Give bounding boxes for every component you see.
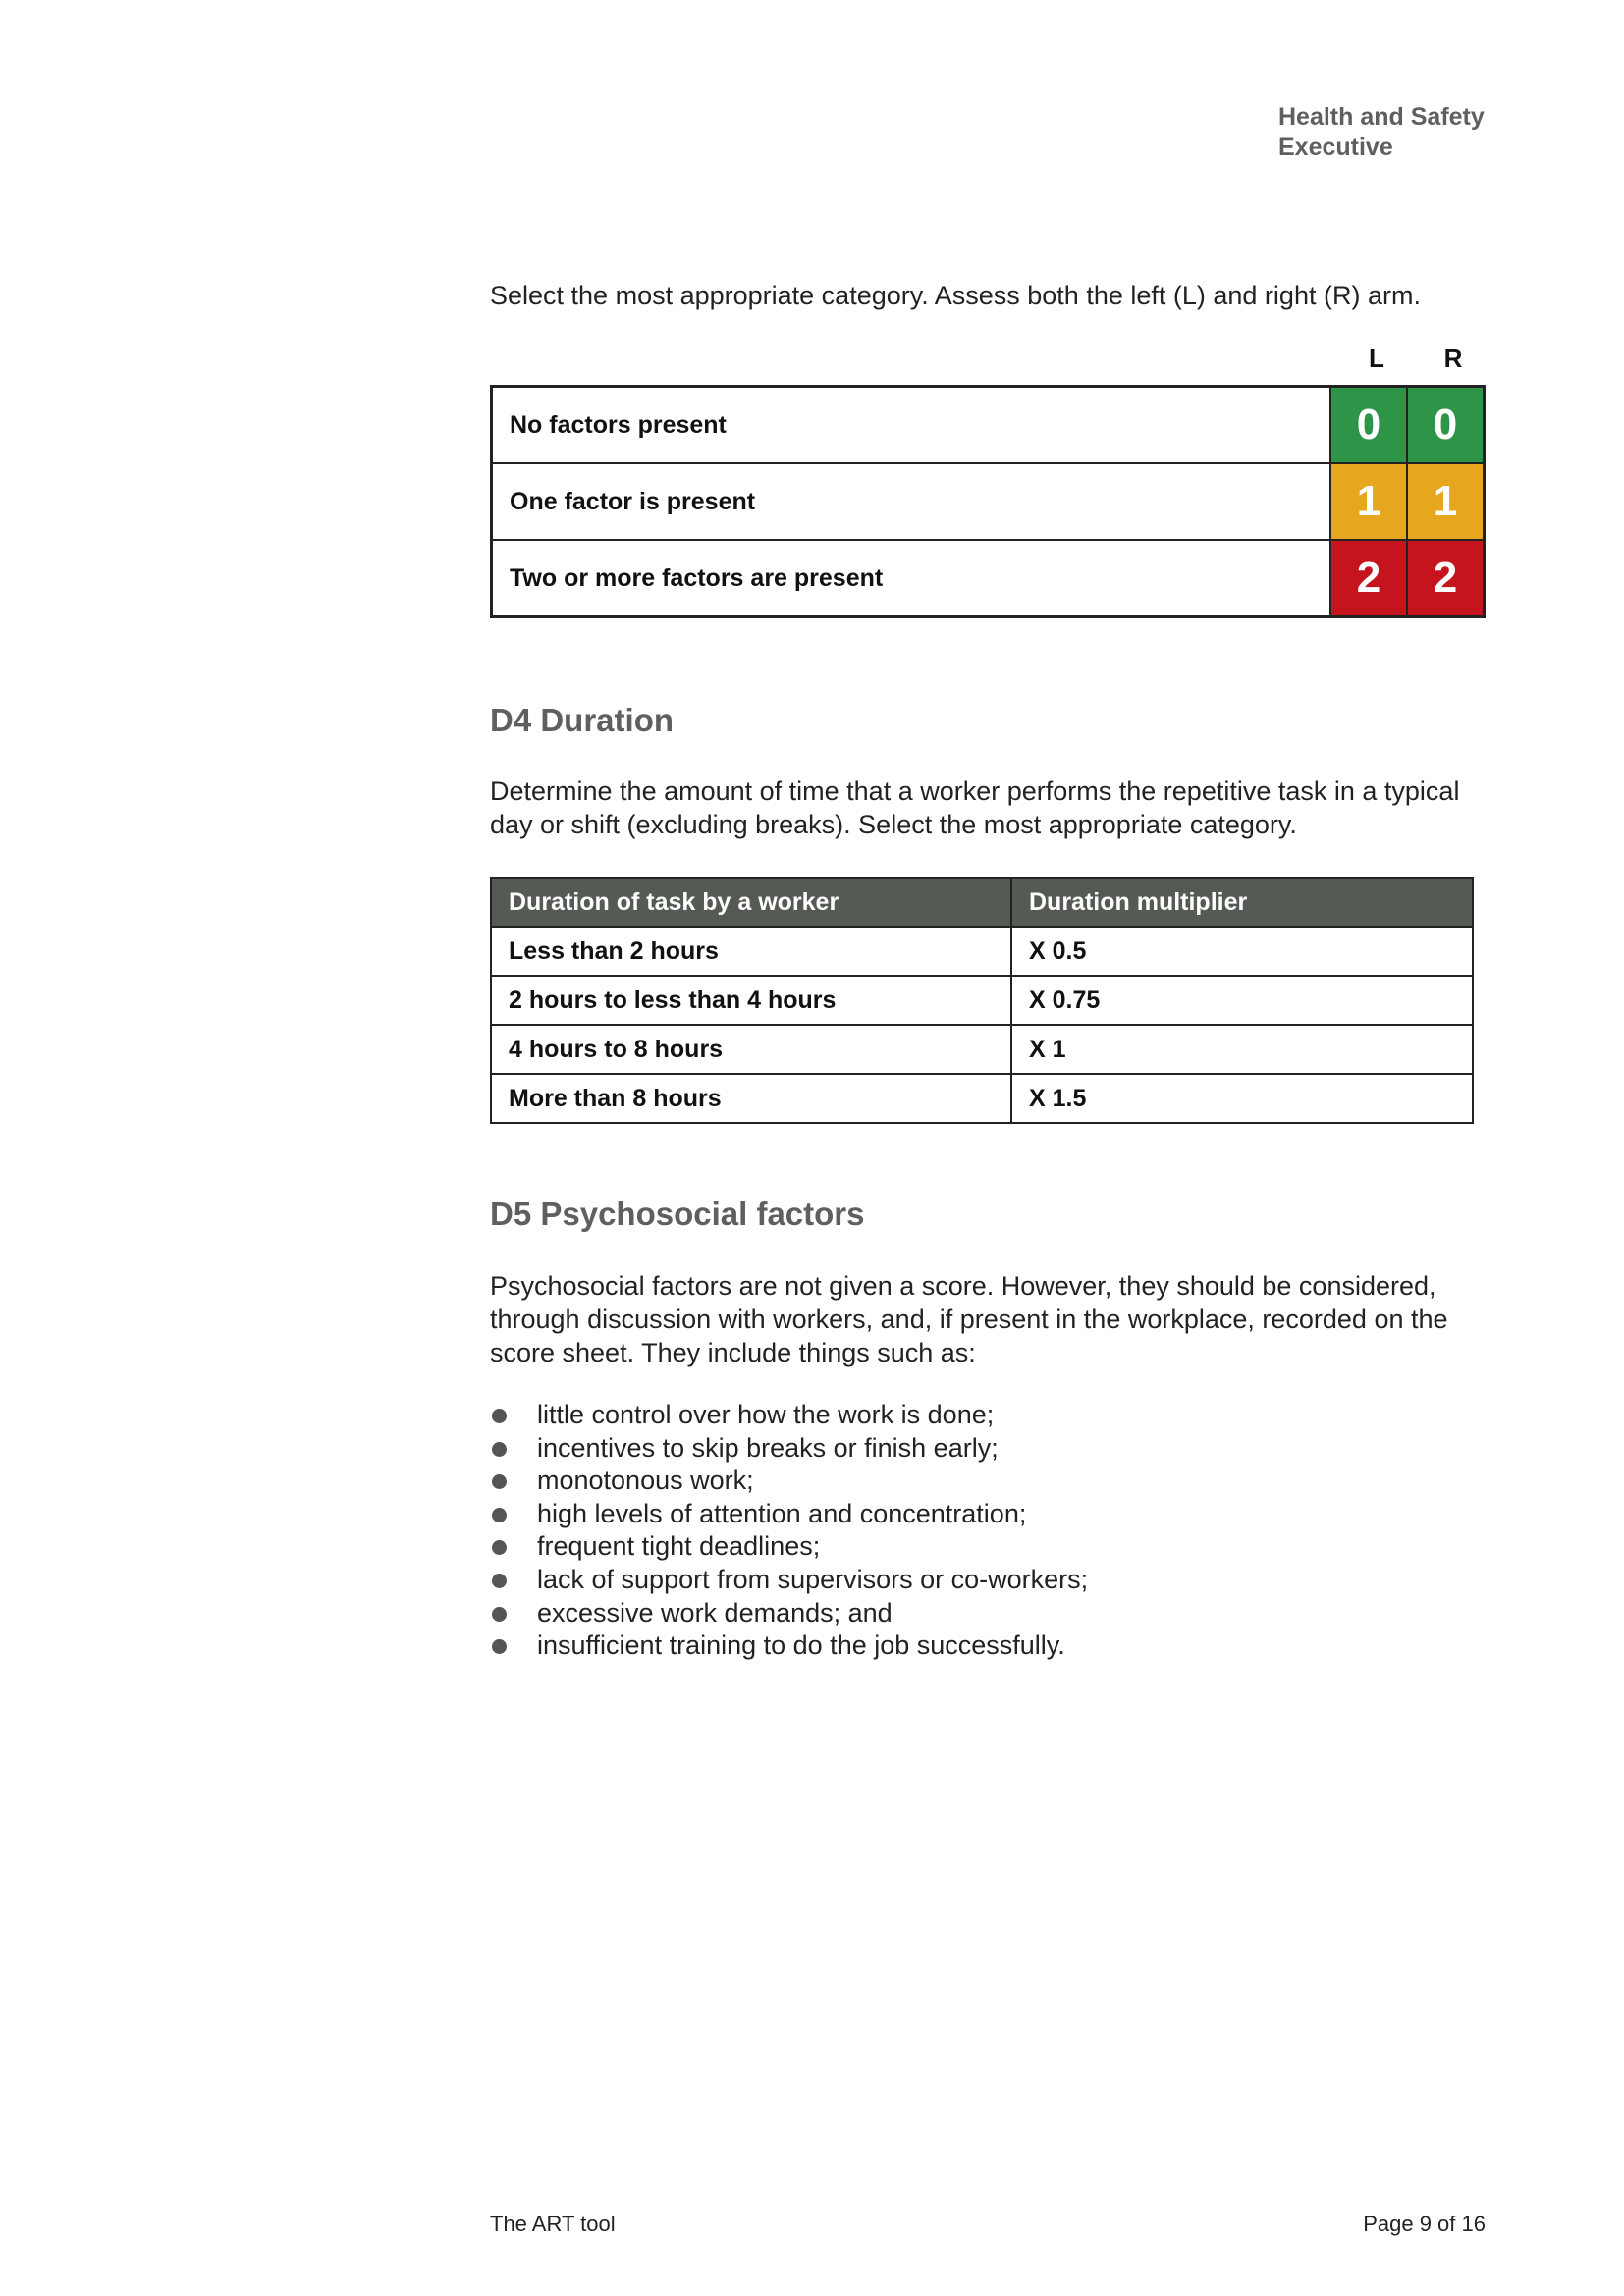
table-row[interactable]	[491, 927, 1473, 976]
score-row-label: Two or more factors are present	[492, 540, 1331, 617]
list-item-text: little control over how the work is done;	[537, 1400, 995, 1429]
duration-task-cell: 2 hours to less than 4 hours	[491, 976, 1011, 1025]
duration-task-cell: Less than 2 hours	[491, 927, 1011, 976]
bullet-icon	[492, 1540, 507, 1555]
duration-task-cell: More than 8 hours	[491, 1074, 1011, 1123]
duration-header-multiplier: Duration multiplier	[1011, 878, 1473, 927]
list-item-text: excessive work demands; and	[537, 1597, 893, 1628]
column-header-right: R	[1443, 344, 1463, 373]
list-item-text: incentives to skip breaks or finish early;	[537, 1432, 999, 1463]
list-item	[490, 1530, 1088, 1564]
intro-text: Select the most appropriate category. Assess both the left (L) and right (R) arm.	[490, 281, 1421, 310]
table-row[interactable]	[491, 976, 1473, 1025]
score-cell-right[interactable]: 2	[1407, 540, 1485, 617]
bullet-icon	[492, 1474, 507, 1489]
score-cell-right[interactable]: 0	[1407, 387, 1485, 464]
d5-description: Psychosocial factors are not given a score. However, they should be considered, through discussion with workers, and, if present in the workplace, recorded on the score sheet. They include things such as:	[490, 1271, 1448, 1367]
list-item-text: lack of support from supervisors or co-workers;	[537, 1564, 1089, 1594]
list-item	[490, 1597, 1088, 1630]
duration-task-cell: 4 hours to 8 hours	[491, 1025, 1011, 1074]
list-item	[490, 1432, 1088, 1466]
score-row	[492, 540, 1485, 617]
score-row-label: One factor is present	[492, 463, 1331, 540]
duration-multiplier-cell: X 0.75	[1011, 976, 1473, 1025]
duration-table	[490, 877, 1474, 1124]
score-cell-right[interactable]: 1	[1407, 463, 1485, 540]
score-row	[492, 463, 1485, 540]
score-cell-left[interactable]: 1	[1330, 463, 1407, 540]
bullet-icon	[492, 1574, 507, 1588]
table-row[interactable]	[491, 1025, 1473, 1074]
list-item	[490, 1629, 1088, 1663]
list-item	[490, 1498, 1088, 1531]
bullet-icon	[492, 1409, 507, 1423]
psychosocial-factor-list	[490, 1399, 1088, 1663]
score-cell-left[interactable]: 2	[1330, 540, 1407, 617]
duration-multiplier-cell: X 0.5	[1011, 927, 1473, 976]
bullet-icon	[492, 1442, 507, 1457]
list-item-text: monotonous work;	[537, 1466, 754, 1496]
score-cell-left[interactable]: 0	[1330, 387, 1407, 464]
bullet-icon	[492, 1508, 507, 1522]
column-header-left: L	[1369, 344, 1384, 373]
list-item-text: frequent tight deadlines;	[537, 1531, 821, 1562]
list-item	[490, 1564, 1088, 1597]
footer-page-number: Page 9 of 16	[1363, 2212, 1486, 2236]
duration-multiplier-cell: X 1	[1011, 1025, 1473, 1074]
org-name-line1: Health and Safety	[1278, 103, 1485, 131]
d4-section-title: D4 Duration	[490, 702, 675, 738]
score-row	[492, 387, 1485, 464]
bullet-icon	[492, 1639, 507, 1654]
org-name-line2: Executive	[1278, 133, 1393, 161]
list-item	[490, 1465, 1088, 1498]
list-item-text: insufficient training to do the job successfully.	[537, 1630, 1065, 1661]
duration-header-task: Duration of task by a worker	[491, 878, 1011, 927]
duration-multiplier-cell: X 1.5	[1011, 1074, 1473, 1123]
duration-table-header	[491, 878, 1473, 927]
score-table	[490, 385, 1486, 618]
d5-section-title: D5 Psychosocial factors	[490, 1196, 865, 1232]
header-organisation	[1278, 102, 1485, 163]
list-item-text: high levels of attention and concentration;	[537, 1498, 1027, 1528]
score-row-label: No factors present	[492, 387, 1331, 464]
list-item	[490, 1399, 1088, 1432]
bullet-icon	[492, 1607, 507, 1622]
d4-description: Determine the amount of time that a worker performs the repetitive task in a typical day or shift (excluding breaks). Select the most appropriate category.	[490, 776, 1460, 839]
footer-document-title: The ART tool	[490, 2212, 616, 2236]
table-row[interactable]	[491, 1074, 1473, 1123]
